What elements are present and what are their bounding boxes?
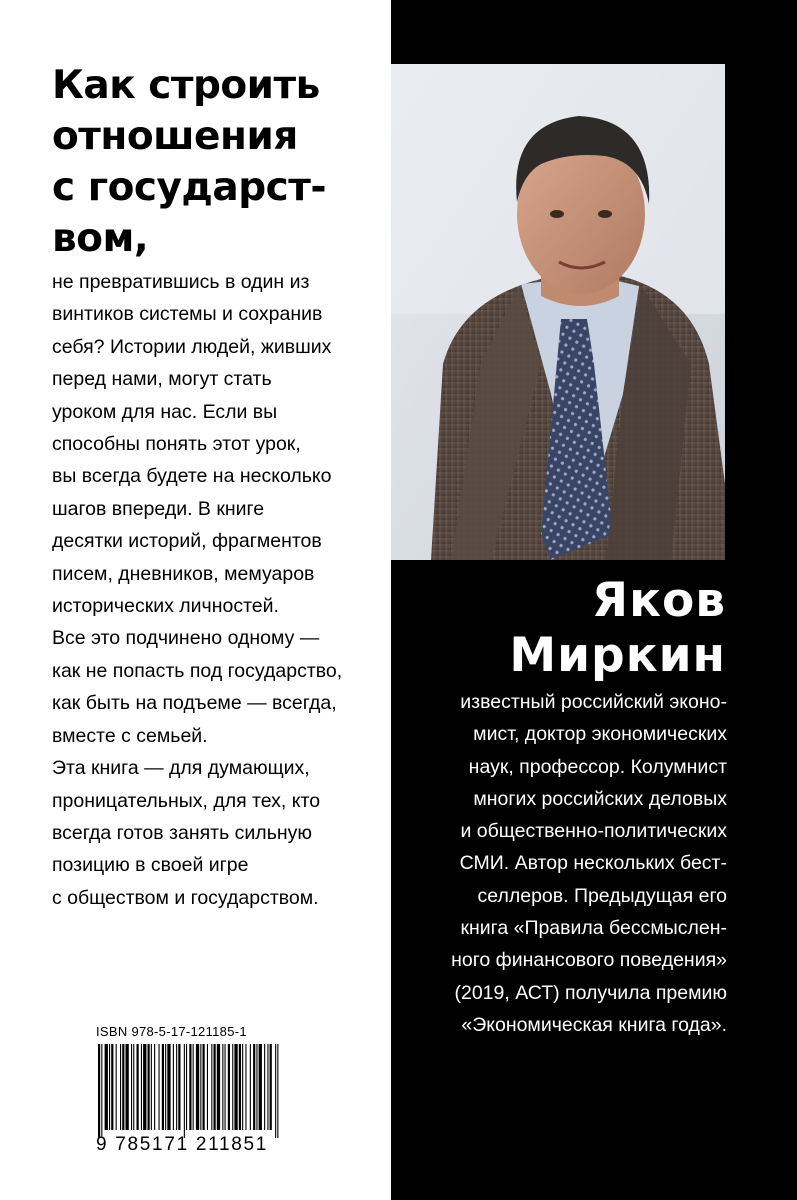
barcode-bar: [245, 1044, 246, 1130]
barcode-bar: [178, 1044, 180, 1130]
description-line: всегда готов занять сильную: [52, 821, 312, 844]
author-eye-right: [598, 210, 612, 218]
bio-line: известный российский эконо-: [460, 691, 727, 713]
bio-line: наук, профессор. Колумнист: [468, 755, 727, 778]
description-line: Эта книга — для думающих,: [52, 757, 310, 780]
barcode-bar: [259, 1044, 262, 1130]
barcode-bar: [222, 1044, 223, 1130]
barcode-bar: [131, 1044, 132, 1130]
barcode-bar: [159, 1044, 160, 1130]
bio-line: книга «Правила бессмыслен-: [460, 917, 727, 940]
bio-line: и общественно-политических: [460, 820, 727, 843]
description-line: вы всегда будете на несколько: [52, 465, 332, 488]
barcode-bar: [176, 1044, 177, 1130]
barcode-bar: [217, 1044, 220, 1130]
barcode-bar: [196, 1044, 199, 1130]
description-line: себя? Истории людей, живших: [52, 335, 332, 358]
barcode-bar: [207, 1044, 208, 1130]
barcode-bar: [165, 1044, 166, 1130]
barcode-bar: [143, 1044, 146, 1130]
description-line: перед нами, могут стать: [52, 368, 272, 391]
description-line: позицию в своей игре: [52, 854, 249, 877]
bio-line: многих российских деловых: [473, 787, 727, 810]
barcode-bar: [167, 1044, 170, 1130]
headline-line: Как строить: [52, 63, 320, 108]
barcode-digits: 9 785171 211851: [96, 1134, 269, 1155]
barcode-bar: [98, 1044, 100, 1138]
barcode-bar: [203, 1044, 205, 1130]
description-line: исторических личностей.: [52, 595, 279, 618]
barcode-bar: [189, 1044, 191, 1130]
barcode-bar: [228, 1044, 230, 1130]
barcode-bar: [105, 1044, 108, 1130]
bio-line: (2019, АСТ) получила премию: [454, 981, 727, 1004]
bio-line: селлеров. Предыдущая его: [477, 884, 727, 907]
barcode-bar: [232, 1044, 233, 1130]
barcode-bar: [184, 1044, 185, 1138]
barcode-bar: [122, 1044, 124, 1130]
author-bio: [395, 686, 727, 1041]
author-first-name: Яков: [591, 573, 726, 628]
description-line: писем, дневников, мемуаров: [52, 562, 315, 585]
headline: [52, 60, 382, 264]
barcode-bar: [242, 1044, 243, 1130]
barcode-bar: [173, 1044, 174, 1130]
description-line: винтиков системы и сохранив: [52, 303, 323, 326]
headline-line: вом,: [52, 216, 149, 261]
bio-line: «Экономическая книга года».: [461, 1013, 727, 1036]
barcode-bar: [151, 1044, 152, 1130]
barcode-bar: [109, 1044, 110, 1130]
description-line: Все это подчинено одному —: [52, 627, 320, 650]
barcode-bar: [101, 1044, 102, 1138]
barcode-bar: [141, 1044, 142, 1130]
bio-line: ного финансового поведения»: [451, 949, 727, 972]
bio-line: мист, доктор экономических: [473, 723, 727, 746]
description-line: как не попасть под государство,: [52, 659, 343, 682]
barcode-bar: [256, 1044, 257, 1130]
description-line: десятки историй, фрагментов: [52, 530, 322, 553]
barcode-bar: [250, 1044, 251, 1130]
barcode-graphic: [96, 1044, 280, 1138]
barcode-bar: [111, 1044, 113, 1130]
barcode-bar: [137, 1044, 139, 1130]
bio-line: СМИ. Автор нескольких бест-: [459, 852, 727, 875]
isbn-block: [96, 1024, 280, 1158]
barcode-bar: [253, 1044, 255, 1130]
description-line: способны понять этот урок,: [52, 433, 301, 456]
headline-line: с государст-: [52, 165, 327, 210]
author-last-name: Миркин: [509, 628, 726, 683]
barcode-bar: [239, 1044, 241, 1130]
description-line: шагов впереди. В книге: [52, 497, 265, 520]
author-eye-left: [550, 210, 564, 218]
isbn-number: ISBN 978-5-17-121185-1: [96, 1024, 247, 1039]
barcode-bar: [200, 1044, 201, 1130]
barcode-bar: [193, 1044, 194, 1130]
barcode-bar: [234, 1044, 237, 1130]
barcode-bar: [214, 1044, 216, 1130]
description-line: уроком для нас. Если вы: [52, 400, 278, 423]
description-line: с обществом и государством.: [52, 886, 319, 909]
author-photo: [391, 64, 725, 560]
barcode-bar: [275, 1044, 276, 1138]
barcode-bar: [270, 1044, 272, 1130]
book-description: [52, 266, 387, 914]
barcode-bar: [267, 1044, 268, 1130]
barcode-bar: [225, 1044, 226, 1130]
barcode-bar: [186, 1044, 187, 1130]
barcode-bar: [126, 1044, 129, 1130]
barcode-bar: [133, 1044, 134, 1130]
barcode-bar: [211, 1044, 212, 1130]
barcode-bar: [162, 1044, 164, 1130]
barcode-bar: [148, 1044, 150, 1130]
description-line: проницательных, для тех, кто: [52, 789, 321, 812]
barcode-bar: [116, 1044, 117, 1130]
description-line: вместе с семьей.: [52, 724, 208, 747]
headline-line: отношения: [52, 114, 298, 159]
author-name: [400, 573, 726, 683]
barcode-bar: [120, 1044, 121, 1130]
description-line: не превратившись в один из: [52, 271, 310, 293]
barcode-bar: [277, 1044, 278, 1138]
barcode-bar: [154, 1044, 155, 1130]
barcode-bar: [264, 1044, 265, 1130]
description-line: как быть на подъеме — всегда,: [52, 692, 337, 715]
